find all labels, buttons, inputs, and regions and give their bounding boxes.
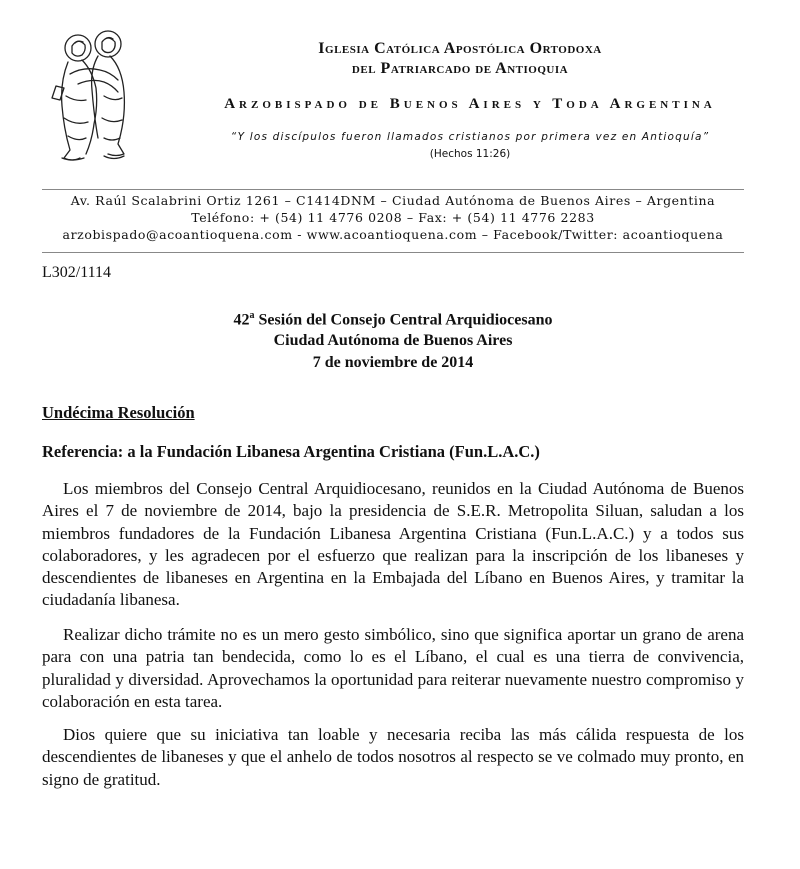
session-city: Ciudad Autónoma de Buenos Aires — [273, 332, 513, 349]
patriarchate-name: del Patriarcado de Antioquia — [351, 60, 569, 77]
phone-fax-line: Teléfono: + (54) 11 4776 0208 – Fax: + (54) 11 4776 2283 — [191, 210, 595, 225]
session-ordinal: a — [249, 310, 255, 321]
archdiocese-name: Arzobispado de Buenos Aires y Toda Argentina — [224, 96, 716, 112]
web-contact-line: arzobispado@acoantioquena.com - www.acoantioquena.com – Facebook/Twitter: acoantioquena — [62, 227, 724, 242]
apostles-logo-icon — [48, 26, 144, 166]
church-name: Iglesia Católica Apostólica Ortodoxa — [318, 40, 602, 57]
body-paragraph-2: Realizar dicho trámite no es un mero gesto simbólico, sino que significa aportar un grano de arena para con una patria tan bendecida, como lo es el Líbano, el cual es una tierra de convivencia, pluralidad y diversidad. Aprovechamos la oportunidad para reiterar nuevamente nuestro compromiso y colaboración en esta tarea. — [42, 625, 744, 711]
resolution-title: Undécima Resolución — [42, 403, 195, 422]
session-number: 42 — [233, 311, 250, 329]
session-date: 7 de noviembre de 2014 — [312, 354, 474, 371]
document-reference-code: L302/1114 — [42, 264, 112, 281]
address-line: Av. Raúl Scalabrini Ortiz 1261 – C1414DNM – Ciudad Autónoma de Buenos Aires – Argentina — [70, 193, 716, 208]
scripture-reference: (Hechos 11:26) — [429, 148, 511, 160]
body-paragraph-3: Dios quiere que su iniciativa tan loable y necesaria reciba las más cálida respuesta de los descendientes de libaneses y que el anhelo de todos nosotros al respecto se ve colmado muy pronto, en signo de gratitud. — [42, 725, 744, 789]
body-paragraph-1: Los miembros del Consejo Central Arquidiocesano, reunidos en la Ciudad Autónoma de Buenos Aires el 7 de noviembre de 2014, bajo la presidencia de S.E.R. Metropolita Siluan, saludan a los miembros fundadores de la Fundación Libanesa Argentina Cristiana (Fun.L.A.C.) y a todos sus colaboradores, y les agradecen por el esfuerzo que realizan para la inscripción de los libaneses y descendientes de libaneses en Argentina en la Embajada del Líbano en Buenos Aires, y tramitar la ciudadanía libanesa. — [42, 479, 744, 610]
session-title-text: Sesión del Consejo Central Arquidiocesano — [258, 311, 553, 329]
session-title — [42, 310, 744, 329]
header-divider-top — [42, 189, 744, 190]
header-divider-bottom — [42, 252, 744, 253]
scripture-quote: “Y los discípulos fueron llamados cristianos por primera vez en Antioquía” — [230, 131, 710, 143]
resolution-reference: Referencia: a la Fundación Libanesa Argentina Cristiana (Fun.L.A.C.) — [42, 442, 540, 461]
